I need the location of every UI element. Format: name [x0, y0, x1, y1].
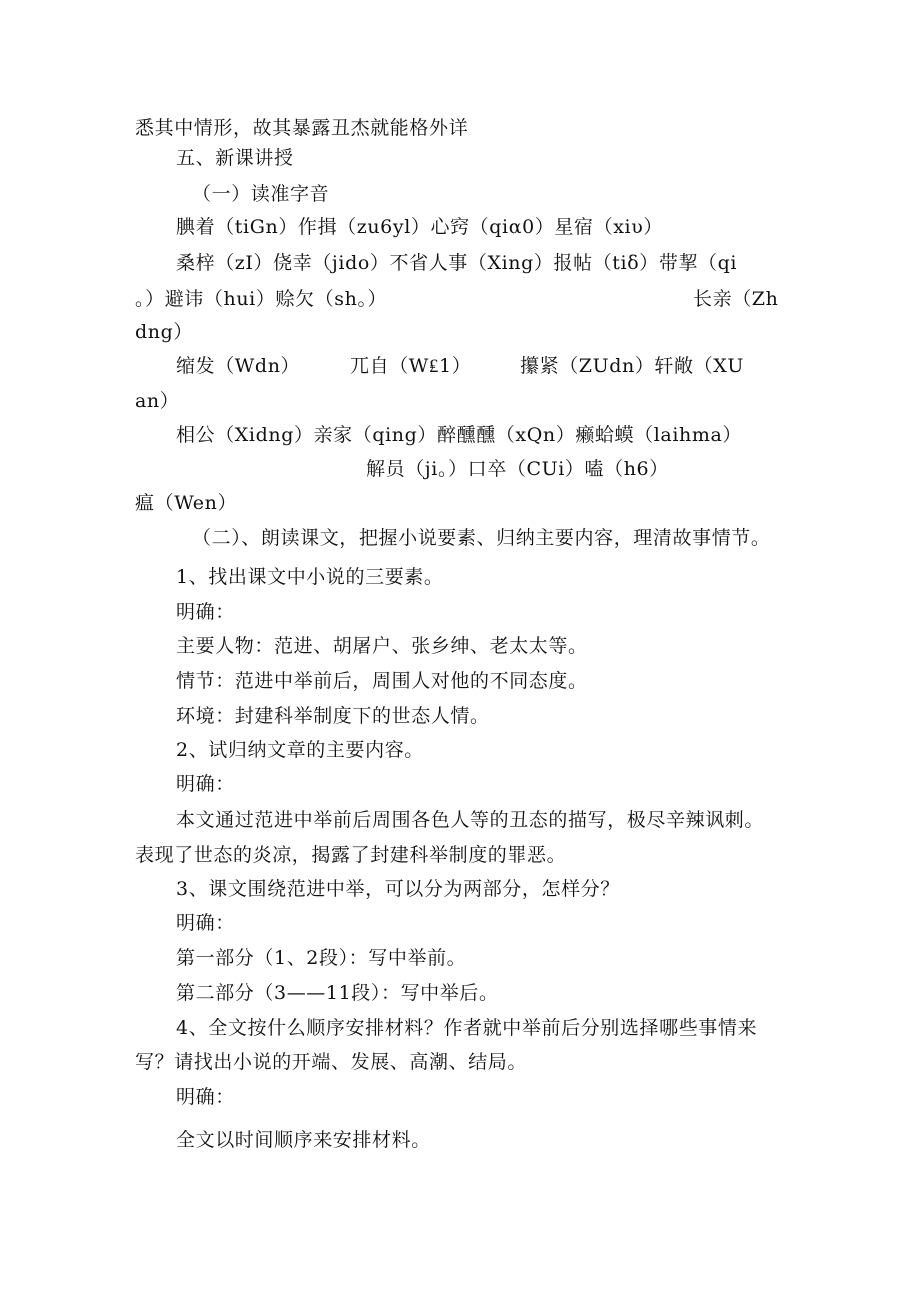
question: 写？请找出小说的开端、发展、高潮、结局。 — [135, 1051, 528, 1073]
text-line: 全文以时间顺序来安排材料。 — [176, 1129, 431, 1151]
pinyin-line: dng） — [135, 321, 193, 343]
section-heading: 五、新课讲授 — [176, 147, 294, 169]
subsection-heading: （一）读准字音 — [192, 183, 330, 205]
pinyin-line: 相公（Xidng）亲家（qing）醉醺醺（xQn）癞蛤蟆（laihma） — [176, 424, 742, 446]
text-line: 本文通过范进中举前后周围各色人等的丑态的描写，极尽辛辣讽刺。 — [176, 809, 765, 831]
text-line: 表现了世态的炎凉，揭露了封建科举制度的罪恶。 — [135, 844, 567, 866]
answer-label: 明确： — [176, 912, 235, 934]
subsection-heading: （二）、朗读课文，把握小说要素、归纳主要内容，理清故事情节。 — [192, 527, 771, 549]
pinyin-line: 缩发（Wdn） — [176, 355, 301, 377]
question: 1、找出课文中小说的三要素。 — [176, 566, 444, 588]
answer-label: 明确： — [176, 601, 235, 623]
text-line: 第一部分（1、2段）：写中举前。 — [176, 947, 467, 969]
pinyin-line: 。）避讳（hui）赊欠（sh。） — [135, 288, 388, 310]
pinyin-line: 攥紧（ZUdn）轩敞（XU — [520, 355, 744, 377]
question: 4、全文按什么顺序安排材料？作者就中举前后分别选择哪些事情来 — [176, 1017, 758, 1039]
pinyin-line: 桑梓（zI）侥幸（jido）不省人事（Xing）报帖（tiδ）带挈（qi — [176, 252, 738, 274]
text-line: 第二部分（3——11段）：写中举后。 — [176, 982, 499, 1004]
answer-label: 明确： — [176, 773, 235, 795]
pinyin-line: 腆着（tiGn）作揖（zu6yl）心窍（qiα0）星宿（xiυ） — [176, 216, 663, 238]
pinyin-line: 长亲（Zh — [693, 288, 779, 310]
pinyin-line: 兀自（W₤1） — [350, 355, 472, 377]
pinyin-line: 瘟（Wen） — [135, 492, 238, 514]
text-line: 悉其中情形，故其暴露丑杰就能格外详 — [135, 117, 469, 139]
question: 2、试归纳文章的主要内容。 — [176, 739, 424, 761]
pinyin-line: an） — [135, 390, 180, 412]
answer-label: 明确： — [176, 1086, 235, 1108]
text-line: 主要人物：范进、胡屠户、张乡绅、老太太等。 — [176, 635, 588, 657]
text-line: 环境：封建科举制度下的世态人情。 — [176, 705, 490, 727]
pinyin-line: 解员（ji。）口卒（CUi）嗑（h6） — [366, 458, 669, 480]
text-line: 情节：范进中举前后，周围人对他的不同态度。 — [176, 670, 588, 692]
question: 3、课文围绕范进中举，可以分为两部分，怎样分？ — [176, 878, 620, 900]
